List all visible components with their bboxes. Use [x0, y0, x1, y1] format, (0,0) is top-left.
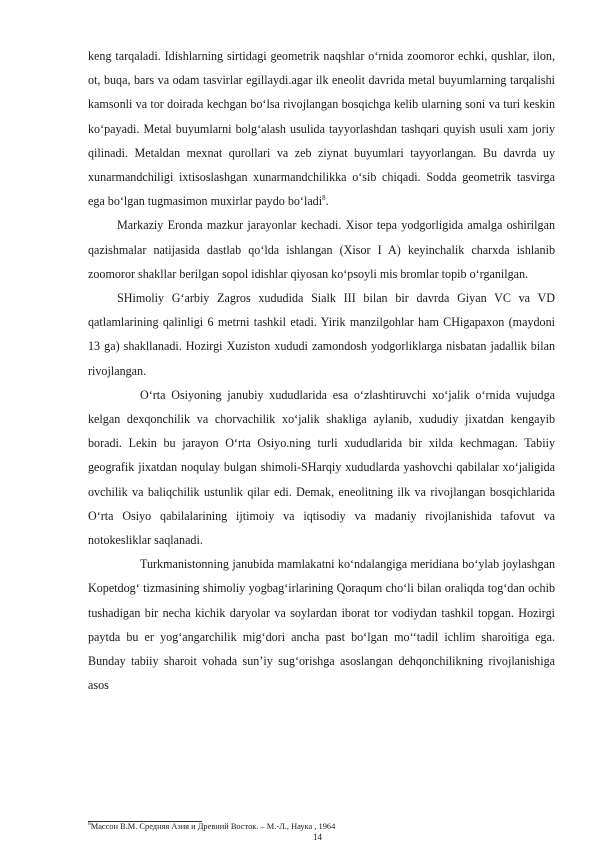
paragraph-4: O‘rta Osiyoning janubiy xududlarida esa o‘zlashtiruvchi xo‘jalik o‘rnida vujudga kelgan dexqonchilik va chorvachilik xo‘jalik shakliga aylanib, xududiy jixatdan kengayib boradi. Lekin bu jarayon O‘rta Osiyo.ning turli xududlarida bir xilda kechmagan. Tabiiy geografik jixatdan noqulay bulgan shimoli-SHarqiy xududlarda yashovchi qabilalar xo‘jaligida ovchilik va baliqchilik ustunlik qilar edi. Demak, eneolitning ilk va rivojlangan bosqichlarida O‘rta Osiyo qabilalarining ijtimoiy va iqtisodiy va madaniy rivojlanishida tafovut va notokesliklar saqlanadi.: [88, 387, 555, 548]
paragraph-1: keng tarqaladi. Idishlarning sirtidagi geometrik naqshlar o‘rnida zoomoror echki, qushlar, ilon, ot, buqa, bars va odam tasvirlar egillaydi.agar ilk eneolit davrida metal buyumlarning tarqalishi kamsonli va tor doirada kechgan bo‘lsa rivojlangan bosqichga kelib ularning soni va turi keskin ko‘payadi. Metal buyumlarni bolg‘alash usulida tayyorlashdan tashqari quyish usuli xam joriy qilinadi. Metaldan mexnat qurollari va zeb ziynat buyumlari tayyorlangan. Bu davrda uy xunarmandchiligi ixtisoslashgan xunarmandchilikka o‘sib chiqadi. Sodda geometrik tasvirga ega bo‘lgan tugmasimon muxirlar paydo bo‘ladi$^8$.: [88, 49, 555, 209]
footnote: [88, 822, 555, 832]
footnote-marker: 8: [88, 821, 91, 828]
footnote-text: Массон В.М. Средняя Азия и Древний Восток. – М.-Л., Наука , 1964: [90, 822, 336, 831]
paragraph-2: Markaziy Eronda mazkur jarayonlar kechadi. Xisor tepa yodgorligida amalga oshirilgan qazishmalar natijasida dastlab qo‘lda ishlangan (Xisor I A) keyinchalik charxda ishlanib zoomoror shakllar berilgan sopol idishlar qiyosan ko‘psoyli mis bromlar topib o‘rganilgan.: [88, 218, 555, 281]
body-text: [88, 44, 555, 697]
paragraph-1-text: keng tarqaladi. Idishlarning sirtidagi geometrik naqshlar o‘rnida zoomoror echki, qushlar, ilon, ot, buqa, bars va odam tasvirlar egillaydi.agar ilk eneolit davrida metal buyumlarning tarqalishi kamsonli va tor doirada kechgan bo‘lsa rivojlangan bosqichga kelib ularning soni va turi keskin ko‘payadi. Metal buyumlarni bolg‘alash usulida tayyorlashdan tashqari quyish usuli xam joriy qilinadi. Metaldan mexnat qurollari va zeb ziynat buyumlari tayyorlangan. Bu davrda uy xunarmandchiligi ixtisoslashgan xunarmandchilikka o‘sib chiqadi. Sodda geometrik tasvirga ega bo‘lgan tugmasimon muxirlar paydo bo‘ladi: [88, 49, 555, 209]
paragraph-3: SHimoliy G‘arbiy Zagros xududida Sialk III bilan bir davrda Giyan VC va VD qatlamlarining qalinligi 6 metrni tashkil etadi. Yirik manzilgohlar ham CHigapaxon (maydoni 13 ga) shakllanadi. Hozirgi Xuziston xududi zamondosh yodgorliklarga nisbatan jadallik bilan rivojlangan.: [88, 291, 555, 378]
page-number: 14: [313, 832, 322, 842]
footnote-reference: 8: [322, 194, 326, 203]
paragraph-5: Turkmanistonning janubida mamlakatni ko‘ndalangiga meridiana bo‘ylab joylashgan Kopetdog‘ tizmasining shimoliy yogbag‘irlarining Qoraqum cho‘li bilan oraliqda tog‘dan ochib tushadigan bir necha kichik daryolar va soylardan iborat tor vodiydan tashkil topgan. Hozirgi paytda bu er yog‘angarchilik mig‘dori ancha past bo‘lgan mo‘‘tadil ichlim sharoitiga ega. Bunday tabiiy sharoit vohada sun’iy sug‘orishga asoslangan dehqonchilikning rivojlanishiga asos: [88, 557, 555, 693]
